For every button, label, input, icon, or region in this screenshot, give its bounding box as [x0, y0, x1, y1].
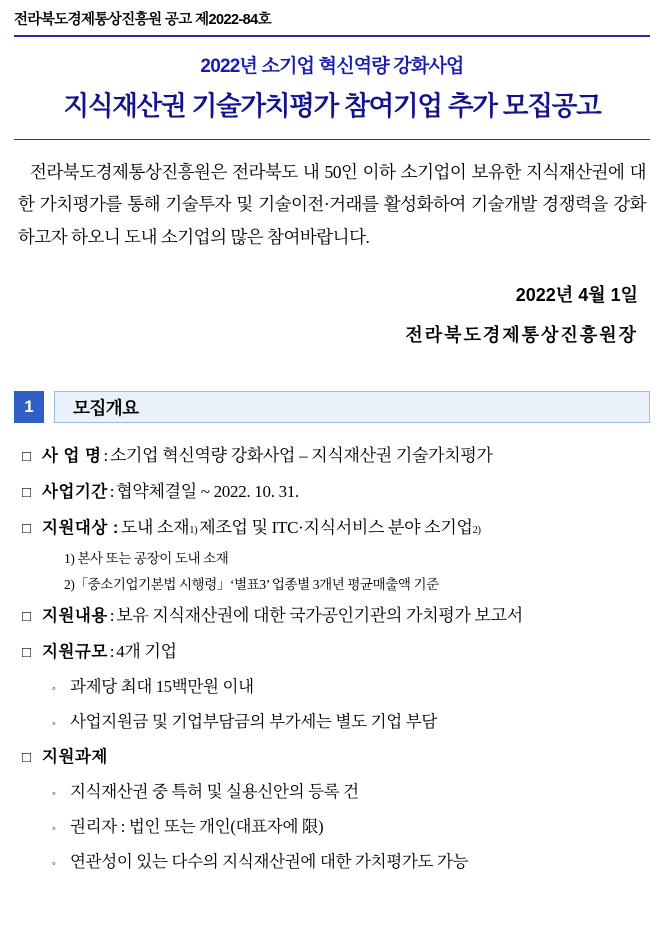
item-label: 지원대상 : — [42, 519, 119, 538]
item-separator: : — [109, 606, 115, 626]
item-value: 협약체결일 ~ 2022. 10. 31. — [116, 482, 299, 502]
list-item — [22, 477, 646, 502]
item-label: 지원내용 — [42, 607, 108, 626]
section-title: 모집개요 — [54, 391, 650, 423]
list-item — [22, 637, 646, 662]
circle-bullet-icon: ◦ — [52, 858, 56, 871]
circle-bullet-icon: ◦ — [52, 683, 56, 696]
intro-paragraph: 전라북도경제통상진흥원은 전라북도 내 50인 이하 소기업이 보유한 지식재산권에 대한 가치평가를 통해 기술투자 및 기술이전·거래를 활성화하여 기술개발 경쟁력을 강화하고자 하오니 도내 소기업의 많은 참여바랍니다. — [18, 162, 646, 247]
list-item — [22, 743, 646, 767]
footnote-ref-2: 2) — [472, 525, 481, 537]
section-number: 1 — [14, 391, 44, 423]
sub-list-item — [52, 813, 646, 837]
square-bullet-icon: □ — [22, 485, 31, 502]
footnote: 1) 본사 또는 공장이 도내 소재 — [64, 551, 229, 567]
announcement-date: 2022년 4월 1일 — [515, 285, 638, 306]
square-bullet-icon: □ — [22, 449, 31, 466]
square-bullet-icon: □ — [22, 609, 31, 626]
circle-bullet-icon: ◦ — [52, 823, 56, 836]
section-header — [14, 391, 650, 423]
item-value: 보유 지식재산권에 대한 국가공인기관의 가치평가 보고서 — [116, 606, 523, 626]
list-item — [22, 513, 646, 538]
footnote: 2)「중소기업기본법 시행령」‘별표3’ 업종별 3개년 평균매출액 기준 — [64, 577, 439, 593]
top-divider — [14, 35, 650, 37]
title-block — [0, 51, 664, 123]
item-value-cont: 제조업 및 ITC·지식서비스 분야 소기업 — [199, 518, 473, 538]
item-separator: : — [109, 642, 115, 662]
item-label: 지원과제 — [42, 748, 108, 767]
item-separator: : — [103, 446, 108, 466]
square-bullet-icon: □ — [22, 521, 31, 538]
item-label: 지원규모 — [42, 643, 108, 662]
issuer-name: 전라북도경제통상진흥원장 — [405, 325, 638, 346]
footnote-ref-1: 1) — [189, 525, 198, 537]
item-value: 소기업 혁신역량 강화사업 – 지식재산권 기술가치평가 — [109, 446, 493, 466]
sub-item-text: 과제당 최대 15백만원 이내 — [70, 677, 254, 697]
sub-list-item — [52, 848, 646, 872]
square-bullet-icon: □ — [22, 750, 31, 767]
list-item — [22, 441, 646, 466]
item-value: 4개 기업 — [116, 642, 177, 662]
section-body — [0, 423, 664, 872]
item-label: 사 업 명 — [42, 447, 102, 466]
sub-item-text: 지식재산권 중 특허 및 실용신안의 등록 건 — [70, 782, 359, 802]
sub-list-item — [52, 708, 646, 732]
page-title: 지식재산권 기술가치평가 참여기업 추가 모집공고 — [63, 91, 601, 121]
sub-list-item — [52, 673, 646, 697]
sub-item-text: 사업지원금 및 기업부담금의 부가세는 별도 기업 부담 — [70, 712, 438, 732]
circle-bullet-icon: ◦ — [52, 718, 56, 731]
item-value: 도내 소재 — [120, 518, 190, 538]
list-item — [22, 601, 646, 626]
square-bullet-icon: □ — [22, 645, 31, 662]
circle-bullet-icon: ◦ — [52, 788, 56, 801]
item-label: 사업기간 — [42, 483, 108, 502]
sub-item-text: 연관성이 있는 다수의 지식재산권에 대한 가치평가도 가능 — [70, 852, 469, 872]
announcement-number: 전라북도경제통상진흥원 공고 제2022-84호 — [14, 12, 271, 28]
sub-list-item — [52, 778, 646, 802]
title-subtitle: 2022년 소기업 혁신역량 강화사업 — [200, 56, 464, 77]
sub-item-text: 권리자 : 법인 또는 개인(대표자에 限) — [70, 817, 324, 837]
item-separator: : — [109, 482, 115, 502]
